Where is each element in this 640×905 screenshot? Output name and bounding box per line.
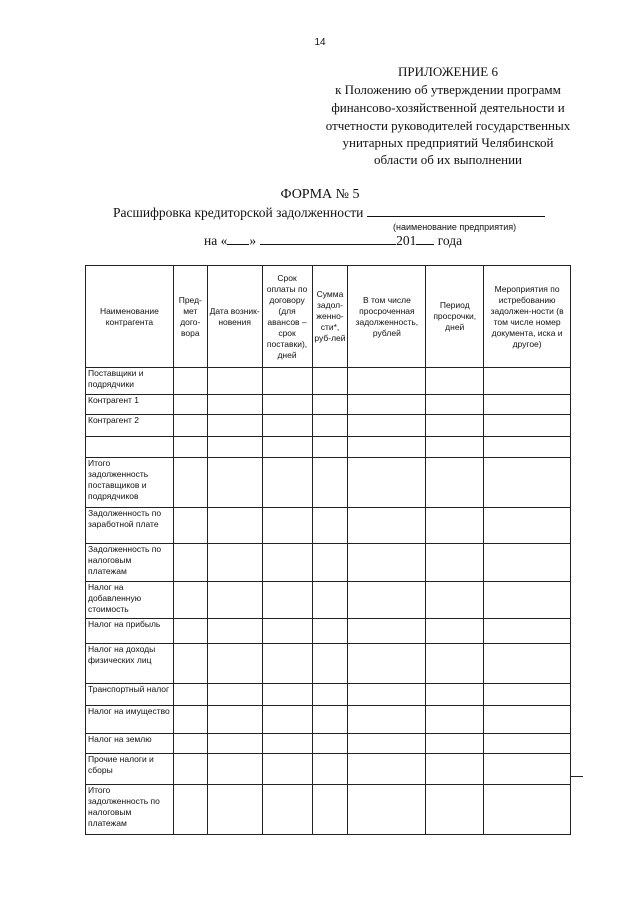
data-cell[interactable] xyxy=(312,437,348,458)
data-cell[interactable] xyxy=(484,508,571,544)
appendix-line: финансово-хозяйственной деятельности и xyxy=(331,100,565,115)
data-cell[interactable] xyxy=(484,368,571,395)
data-cell[interactable] xyxy=(312,619,348,644)
data-cell[interactable] xyxy=(262,754,312,785)
data-cell[interactable] xyxy=(173,437,207,458)
data-cell[interactable] xyxy=(348,368,426,395)
data-cell[interactable] xyxy=(348,644,426,684)
decoding-title: Расшифровка кредиторской задолженности xyxy=(113,205,364,220)
data-cell[interactable] xyxy=(484,754,571,785)
data-cell[interactable] xyxy=(426,619,484,644)
table-row xyxy=(86,734,571,754)
table-row xyxy=(86,684,571,706)
data-cell[interactable] xyxy=(173,706,207,734)
table-row xyxy=(86,706,571,734)
data-cell[interactable] xyxy=(207,785,262,835)
data-cell[interactable] xyxy=(426,785,484,835)
data-cell[interactable] xyxy=(348,754,426,785)
data-cell[interactable] xyxy=(426,508,484,544)
header-cell: Период просрочки, дней xyxy=(426,266,484,368)
data-cell[interactable] xyxy=(207,734,262,754)
data-cell[interactable] xyxy=(348,785,426,835)
data-cell[interactable] xyxy=(484,619,571,644)
header-cell: Сумма задол-женно-сти*, руб-лей xyxy=(312,266,348,368)
data-cell[interactable] xyxy=(348,734,426,754)
year-suffix: года xyxy=(434,233,463,248)
data-cell[interactable] xyxy=(262,508,312,544)
header-cell: Дата возник-новения xyxy=(207,266,262,368)
data-cell[interactable] xyxy=(173,619,207,644)
data-cell[interactable] xyxy=(173,415,207,437)
data-cell[interactable] xyxy=(484,785,571,835)
data-cell[interactable] xyxy=(173,458,207,508)
data-cell[interactable] xyxy=(426,437,484,458)
header-cell: В том числе просроченная задолженность, рублей xyxy=(348,266,426,368)
data-cell[interactable] xyxy=(484,415,571,437)
appendix-line: отчетности руководителей государственных xyxy=(325,118,571,133)
data-cell[interactable] xyxy=(262,582,312,619)
data-cell[interactable] xyxy=(173,582,207,619)
data-cell[interactable] xyxy=(262,368,312,395)
data-cell[interactable] xyxy=(348,706,426,734)
data-cell[interactable] xyxy=(484,582,571,619)
data-cell[interactable] xyxy=(426,458,484,508)
page-number: 14 xyxy=(314,37,326,48)
form-number: ФОРМА № 5 xyxy=(280,187,360,202)
table-body xyxy=(86,368,571,835)
data-cell[interactable] xyxy=(484,437,571,458)
row-label: Транспортный налог xyxy=(86,684,174,706)
data-cell[interactable] xyxy=(262,415,312,437)
data-cell[interactable] xyxy=(484,734,571,754)
row-label: Задолженность по заработной плате xyxy=(86,508,174,544)
row-label: Налог на землю xyxy=(86,734,174,754)
data-cell[interactable] xyxy=(173,644,207,684)
row-label: Контрагент 2 xyxy=(86,415,174,437)
header-cell: Срок оплаты по договору (для авансов – срок поставки), дней xyxy=(262,266,312,368)
creditor-debt-table xyxy=(85,265,571,835)
data-cell[interactable] xyxy=(262,734,312,754)
data-cell[interactable] xyxy=(173,785,207,835)
appendix-title: ПРИЛОЖЕНИЕ 6 xyxy=(398,64,498,79)
data-cell[interactable] xyxy=(207,706,262,734)
data-cell[interactable] xyxy=(262,684,312,706)
data-cell[interactable] xyxy=(173,508,207,544)
data-cell[interactable] xyxy=(207,544,262,582)
table-row xyxy=(86,368,571,395)
data-cell[interactable] xyxy=(262,437,312,458)
data-cell[interactable] xyxy=(207,415,262,437)
data-cell[interactable] xyxy=(484,644,571,684)
data-cell[interactable] xyxy=(484,706,571,734)
data-cell[interactable] xyxy=(262,644,312,684)
data-cell[interactable] xyxy=(312,415,348,437)
row-label: Задолженность по налоговым платежам xyxy=(86,544,174,582)
data-cell[interactable] xyxy=(312,458,348,508)
data-cell[interactable] xyxy=(484,395,571,415)
date-mid: » xyxy=(249,233,257,248)
data-cell[interactable] xyxy=(426,368,484,395)
data-cell[interactable] xyxy=(207,437,262,458)
data-cell[interactable] xyxy=(173,395,207,415)
row-label xyxy=(86,437,174,458)
data-cell[interactable] xyxy=(426,395,484,415)
data-cell[interactable] xyxy=(312,368,348,395)
table-row xyxy=(86,458,571,508)
data-cell[interactable] xyxy=(348,684,426,706)
data-cell[interactable] xyxy=(207,644,262,684)
data-cell[interactable] xyxy=(312,754,348,785)
row-label: Налог на доходы физических лиц xyxy=(86,644,174,684)
year-prefix: 201 xyxy=(396,233,417,248)
data-cell[interactable] xyxy=(312,508,348,544)
data-cell[interactable] xyxy=(348,582,426,619)
data-cell[interactable] xyxy=(262,706,312,734)
data-cell[interactable] xyxy=(173,734,207,754)
data-cell[interactable] xyxy=(173,368,207,395)
date-line xyxy=(204,233,462,249)
table-edge-mark xyxy=(571,776,583,777)
table-row xyxy=(86,619,571,644)
data-cell[interactable] xyxy=(348,437,426,458)
data-cell[interactable] xyxy=(426,684,484,706)
data-cell[interactable] xyxy=(312,734,348,754)
table-row xyxy=(86,415,571,437)
row-label: Прочие налоги и сборы xyxy=(86,754,174,785)
data-cell[interactable] xyxy=(426,582,484,619)
organization-blank[interactable] xyxy=(367,204,545,217)
data-cell[interactable] xyxy=(173,754,207,785)
row-label: Итого задолженность поставщиков и подрядчиков xyxy=(86,458,174,508)
data-cell[interactable] xyxy=(348,544,426,582)
table-row xyxy=(86,395,571,415)
data-cell[interactable] xyxy=(348,619,426,644)
appendix-line: области об их выполнении xyxy=(373,152,523,167)
data-cell[interactable] xyxy=(426,544,484,582)
data-cell[interactable] xyxy=(348,415,426,437)
header-cell: Наименование контрагента xyxy=(86,266,174,368)
header-cell: Мероприятия по истребованию задолжен-ности (в том числе номер документа, иска и другое) xyxy=(484,266,571,368)
data-cell[interactable] xyxy=(207,458,262,508)
data-cell[interactable] xyxy=(426,706,484,734)
data-cell[interactable] xyxy=(262,395,312,415)
data-cell[interactable] xyxy=(207,754,262,785)
data-cell[interactable] xyxy=(207,684,262,706)
data-cell[interactable] xyxy=(348,458,426,508)
table-row xyxy=(86,544,571,582)
data-cell[interactable] xyxy=(484,544,571,582)
data-cell[interactable] xyxy=(262,785,312,835)
data-cell[interactable] xyxy=(312,644,348,684)
data-cell[interactable] xyxy=(348,508,426,544)
data-cell[interactable] xyxy=(484,458,571,508)
data-cell[interactable] xyxy=(207,582,262,619)
row-label: Налог на имущество xyxy=(86,706,174,734)
data-cell[interactable] xyxy=(312,785,348,835)
row-label: Поставщики и подрядчики xyxy=(86,368,174,395)
data-cell[interactable] xyxy=(426,644,484,684)
data-cell[interactable] xyxy=(207,619,262,644)
day-blank[interactable] xyxy=(227,233,249,245)
data-cell[interactable] xyxy=(312,582,348,619)
data-cell[interactable] xyxy=(207,368,262,395)
data-cell[interactable] xyxy=(312,706,348,734)
data-cell[interactable] xyxy=(426,754,484,785)
data-cell[interactable] xyxy=(173,544,207,582)
data-cell[interactable] xyxy=(484,684,571,706)
data-cell[interactable] xyxy=(262,544,312,582)
data-cell[interactable] xyxy=(262,458,312,508)
appendix-line: к Положению об утверждении программ xyxy=(335,82,561,97)
table-row xyxy=(86,644,571,684)
data-cell[interactable] xyxy=(207,508,262,544)
table-header-row xyxy=(86,266,571,368)
table-row xyxy=(86,785,571,835)
data-cell[interactable] xyxy=(312,395,348,415)
appendix-line: унитарных предприятий Челябинской xyxy=(342,135,554,150)
data-cell[interactable] xyxy=(312,684,348,706)
date-prefix: на « xyxy=(204,233,228,248)
data-cell[interactable] xyxy=(312,544,348,582)
year-blank[interactable] xyxy=(416,233,434,245)
data-cell[interactable] xyxy=(262,619,312,644)
table-row xyxy=(86,582,571,619)
data-cell[interactable] xyxy=(348,395,426,415)
row-label: Итого задолженность по налоговым платежам xyxy=(86,785,174,835)
table-row xyxy=(86,508,571,544)
data-cell[interactable] xyxy=(173,684,207,706)
table-row xyxy=(86,437,571,458)
header-cell: Пред-мет дого-вора xyxy=(173,266,207,368)
table-row xyxy=(86,754,571,785)
data-cell[interactable] xyxy=(426,415,484,437)
data-cell[interactable] xyxy=(207,395,262,415)
month-blank[interactable] xyxy=(260,233,396,245)
row-label: Налог на добавленную стоимость xyxy=(86,582,174,619)
organization-hint: (наименование предприятия) xyxy=(393,222,517,232)
row-label: Контрагент 1 xyxy=(86,395,174,415)
decoding-line xyxy=(113,204,545,221)
row-label: Налог на прибыль xyxy=(86,619,174,644)
data-cell[interactable] xyxy=(426,734,484,754)
